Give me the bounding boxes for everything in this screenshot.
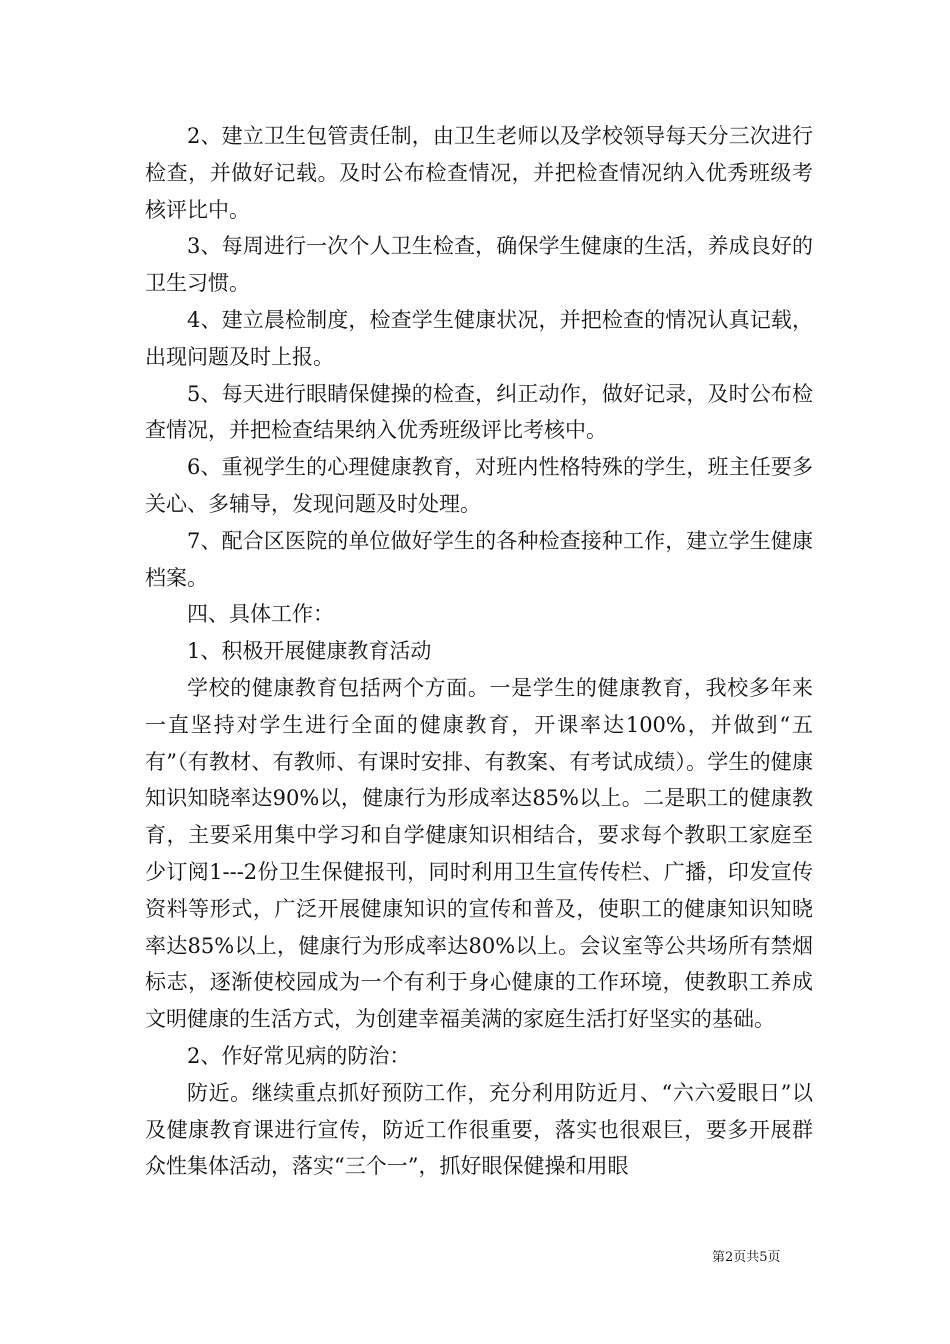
- page-number: 第2页共5页: [712, 1250, 781, 1265]
- paragraph-myopia-prevention: 防近。继续重点抓好预防工作，充分利用防近月、“六六爱眼日”以及健康教育课进行宣传，防近工作很重要，落实也很艰巨，要多开展群众性集体活动，落实“三个一”，抓好眼保健操和用眼: [145, 1080, 813, 1179]
- paragraph-morning-check: 4、建立晨检制度，检查学生健康状况，并把检查的情况认真记载，出现问题及时上报。: [145, 307, 813, 369]
- paragraph-mental-health: 6、重视学生的心理健康教育，对班内性格特殊的学生，班主任要多关心、多辅导，发现问题及时处理。: [145, 455, 813, 516]
- document-body: [145, 118, 813, 1185]
- subheading-common-disease: 2、作好常见病的防治：: [187, 1043, 411, 1068]
- paragraph-health-education: 学校的健康教育包括两个方面。一是学生的健康教育，我校多年来一直坚持对学生进行全面的健康教育，开课率达100%，并做到“五有”（有教材、有教师、有课时安排、有教案、有考试成绩）。学生的健康知识知晓率达90%以，健康行为形成率达85%以上。二是职工的健康教育，主要采用集中学习和自学健康知识相结合，要求每个教职工家庭至少订阅1---2份卫生保健报刊，同时利用卫生宣传传栏、广播，印发宣传资料等形式，广泛开展健康知识的宣传和普及，使职工的健康知识知晓率达85%以上，健康行为形成率达80%以上。会议室等公共场所有禁烟标志，逐渐使校园成为一个有利于身心健康的工作环境，使教职工养成文明健康的生活方式，为创建幸福美满的家庭生活打好坚实的基础。: [145, 675, 813, 1032]
- subheading-health-education: 1、积极开展健康教育活动: [187, 639, 432, 664]
- paragraph-eye-exercise: 5、每天进行眼睛保健操的检查，纠正动作，做好记录，及时公布检查情况，并把检查结果纳入优秀班级评比考核中。: [145, 381, 813, 443]
- paragraph-weekly-check: 3、每周进行一次个人卫生检查，确保学生健康的生活，养成良好的卫生习惯。: [145, 234, 813, 296]
- section-heading: 四、具体工作：: [187, 602, 334, 627]
- paragraph-hygiene-responsibility: 2、建立卫生包管责任制，由卫生老师以及学校领导每天分三次进行检查，并做好记载。及时公布检查情况，并把检查情况纳入优秀班级考核评比中。: [145, 124, 813, 222]
- paragraph-hospital-cooperation: 7、配合区医院的单位做好学生的各种检查接种工作，建立学生健康档案。: [145, 528, 813, 590]
